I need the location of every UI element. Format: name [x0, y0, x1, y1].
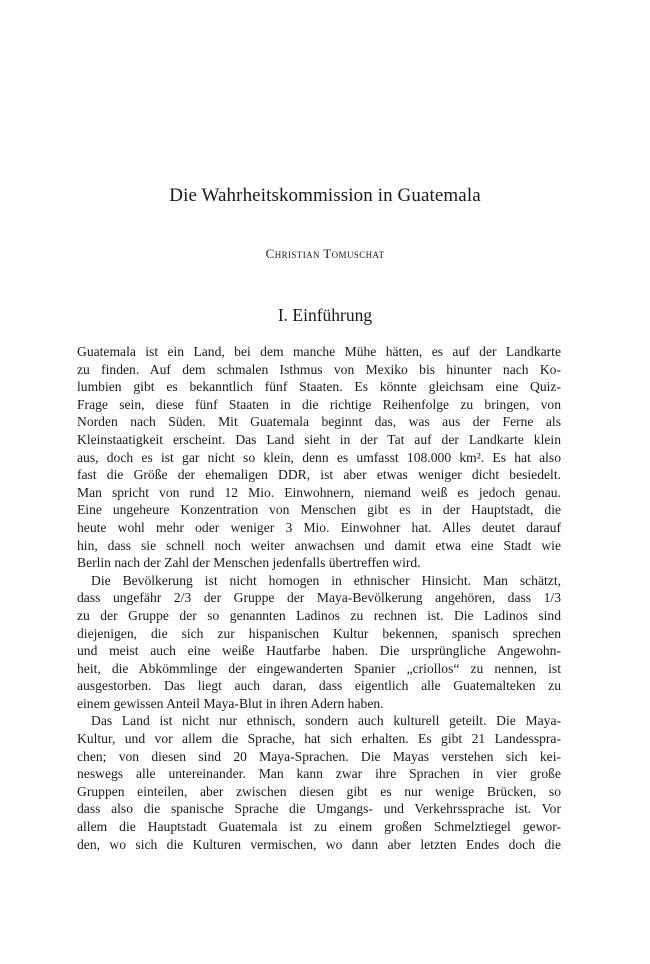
text-line: heute wohl mehr oder weniger 3 Mio. Einwohner hat. Alles deutet darauf — [77, 519, 561, 535]
text-line: Das Land ist nicht nur ethnisch, sondern auch kulturell geteilt. Die Maya- — [91, 713, 561, 729]
text-line: dass also die spanische Sprache die Umgangs- und Verkehrssprache ist. Vor — [77, 801, 561, 817]
body-text — [77, 343, 561, 853]
paragraph-3 — [77, 712, 561, 853]
author-name: Christian Tomuschat — [265, 246, 385, 261]
text-line: den, wo sich die Kulturen vermischen, wo dann aber letzten Endes doch die — [77, 836, 561, 852]
paper-title: Die Wahrheitskommission in Guatemala — [169, 185, 481, 206]
text-line: Die Bevölkerung ist nicht homogen in ethnischer Hinsicht. Man schätzt, — [91, 572, 561, 588]
text-line: dass ungefähr 2/3 der Gruppe der Maya-Bevölkerung angehören, dass 1/3 — [77, 590, 561, 606]
text-line: Kultur, und vor allem die Sprache, hat sich erhalten. Es gibt 21 Landesspra- — [77, 731, 561, 747]
text-line: lumbien gibt es bekanntlich fünf Staaten. Es könnte gleichsam eine Quiz- — [77, 379, 561, 395]
text-line: hin, dass sie schnell noch weiter anwachsen und damit etwa eine Stadt wie — [77, 537, 561, 553]
text-line: fast die Größe der ehemaligen DDR, ist aber etwas weniger dicht besiedelt. — [77, 467, 561, 483]
text-line: neswegs alle untereinander. Man kann zwar ihre Sprachen in vier große — [77, 766, 561, 782]
text-line: Berlin nach der Zahl der Menschen jedenfalls übertreffen wird. — [77, 555, 421, 571]
text-line: diejenigen, die sich zur hispanischen Kultur bekennen, spanisch sprechen — [77, 625, 561, 641]
text-line: aus, doch es ist gar nicht so klein, denn es umfasst 108.000 km². Es hat also — [77, 449, 561, 465]
text-line: Frage sein, diese fünf Staaten in die richtige Reihenfolge zu bringen, von — [77, 396, 561, 412]
text-line: einem gewissen Anteil Maya-Blut in ihren Adern haben. — [77, 695, 384, 711]
text-line: ausgestorben. Das liegt auch daran, dass eigentlich alle Guatemalteken zu — [77, 678, 561, 694]
paragraph-1 — [77, 343, 561, 572]
text-line: Eine ungeheure Konzentration von Menschen gibt es in der Hauptstadt, die — [77, 502, 561, 518]
text-line: Gruppen einteilen, aber zwischen diesen gibt es nur wenige Brücken, so — [77, 783, 561, 799]
text-line: Kleinstaatigkeit erscheint. Das Land sieht in der Tat auf der Landkarte klein — [77, 431, 561, 447]
text-line: und meist auch eine weiße Hautfarbe haben. Die ursprüngliche Angewohn- — [77, 643, 561, 659]
text-line: Man spricht von rund 12 Mio. Einwohnern, niemand weiß es jedoch genau. — [77, 484, 561, 500]
section-heading: I. Einführung — [277, 305, 373, 325]
text-line: zu der Gruppe der so genannten Ladinos zu rechnen ist. Die Ladinos sind — [77, 607, 561, 623]
text-line: chen; von diesen sind 20 Maya-Sprachen. Die Mayas verstehen sich kei- — [77, 748, 561, 764]
text-line: Norden nach Süden. Mit Guatemala beginnt das, was aus der Ferne als — [77, 414, 561, 430]
text-line: allem die Hauptstadt Guatemala ist zu einem großen Schmelztiegel gewor- — [77, 819, 561, 835]
text-line: Guatemala ist ein Land, bei dem manche Mühe hätten, es auf der Landkarte — [77, 344, 561, 359]
text-line: heit, die Abkömmlinge der eingewanderten Spanier „criollos“ zu nennen, ist — [77, 660, 561, 676]
paragraph-2 — [77, 572, 561, 713]
text-line: zu finden. Auf dem schmalen Isthmus von Mexiko bis hinunter nach Ko- — [77, 361, 561, 377]
